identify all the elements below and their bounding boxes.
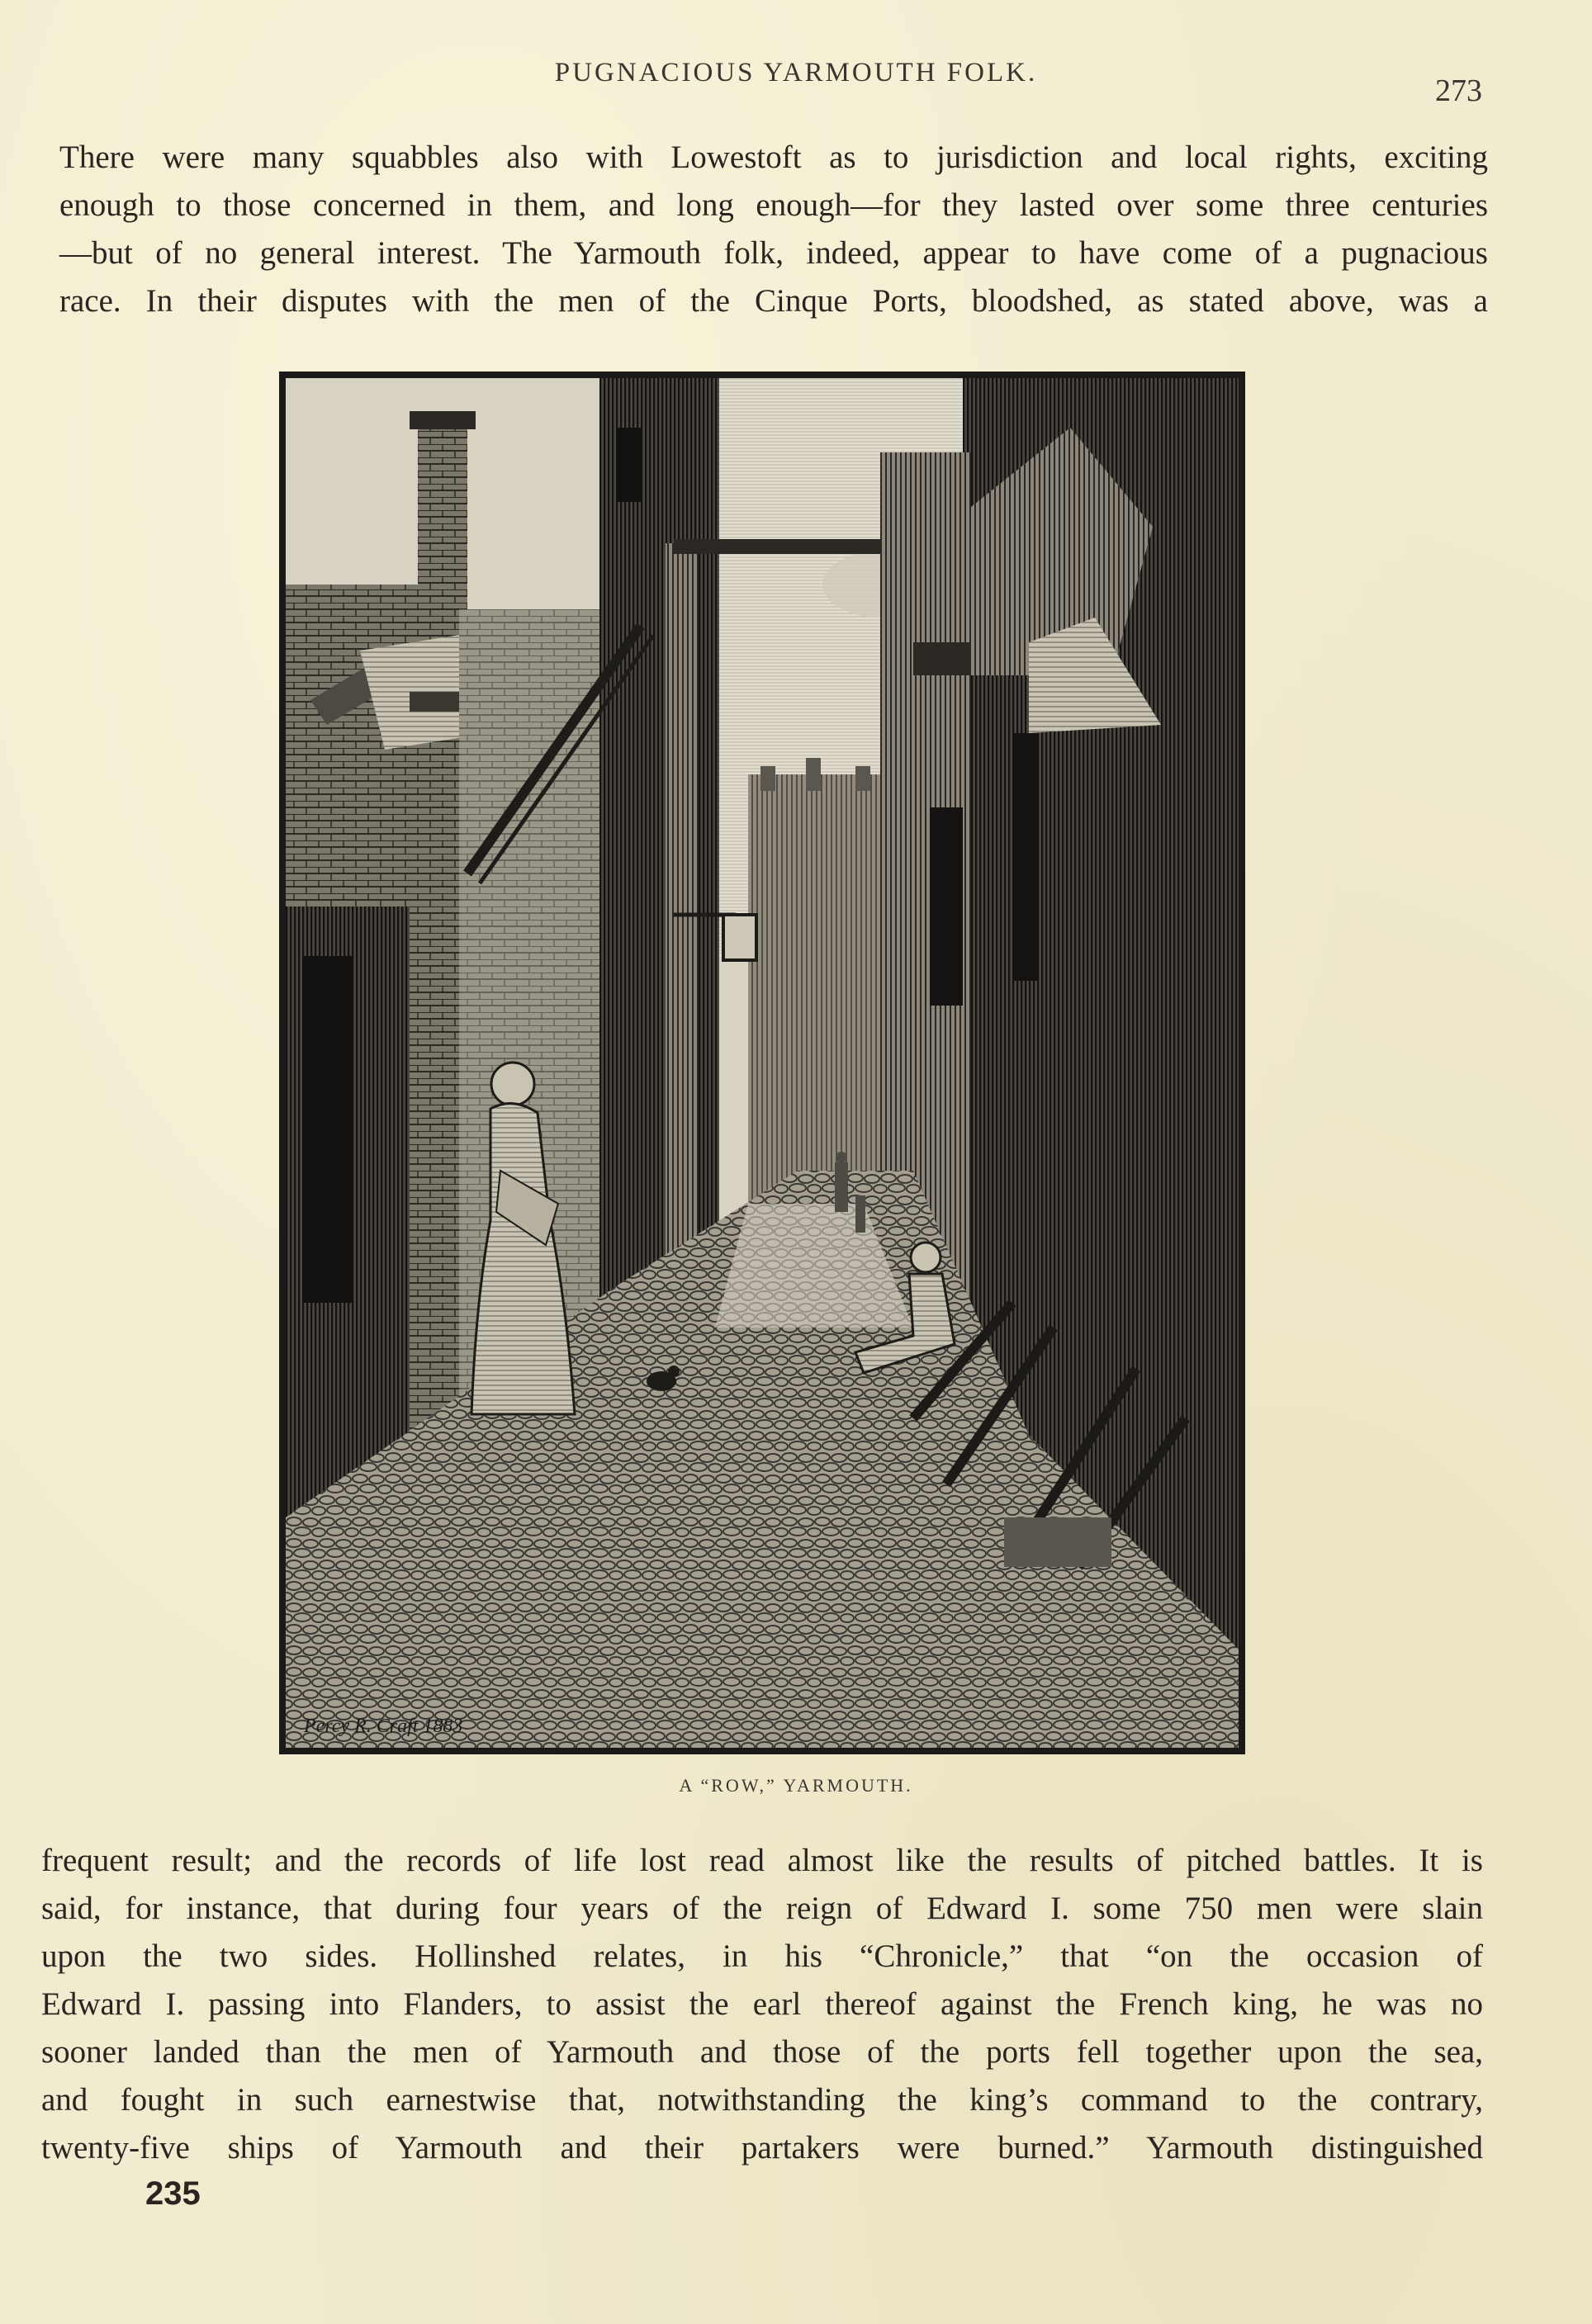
text-line: enough to those concerned in them, and long enough—for they lasted over some three centuries — [59, 187, 1488, 223]
text-line: There were many squabbles also with Lowestoft as to jurisdiction and local rights, exciting — [59, 140, 1488, 175]
page-number: 273 — [1435, 73, 1482, 108]
text-line: Edward I. passing into Flanders, to assist the earl thereof against the French king, he was no — [41, 1986, 1483, 2022]
text-line: and fought in such earnestwise that, notwithstanding the king’s command to the contrary, — [41, 2082, 1483, 2118]
top-paragraph — [59, 134, 1488, 325]
figure-caption: A “ROW,” YARMOUTH. — [679, 1775, 913, 1796]
text-line: race. In their disputes with the men of the Cinque Ports, bloodshed, as stated above, was a — [59, 283, 1488, 319]
text-line: said, for instance, that during four years of the reign of Edward I. some 750 men were slain — [41, 1891, 1483, 1926]
text-line: upon the two sides. Hollinshed relates, in his “Chronicle,” that “on the occasion of — [41, 1938, 1483, 1974]
printer-signature-mark: 235 — [145, 2175, 201, 2212]
text-line: sooner landed than the men of Yarmouth and those of the ports fell together upon the sea, — [41, 2034, 1483, 2070]
bottom-paragraph — [41, 1837, 1483, 2172]
running-head: PUGNACIOUS YARMOUTH FOLK. — [554, 58, 1038, 88]
artist-signature: Percy R. Craft 1883 — [304, 1716, 463, 1737]
text-line: frequent result; and the records of life lost read almost like the results of pitched battles. It is — [41, 1843, 1483, 1878]
text-line: —but of no general interest. The Yarmouth folk, indeed, appear to have come of a pugnacious — [59, 235, 1488, 271]
engraving-illustration — [279, 372, 1245, 1754]
lantern — [723, 915, 756, 960]
text-line: twenty-five ships of Yarmouth and their partakers were burned.” Yarmouth distinguished — [41, 2130, 1483, 2165]
